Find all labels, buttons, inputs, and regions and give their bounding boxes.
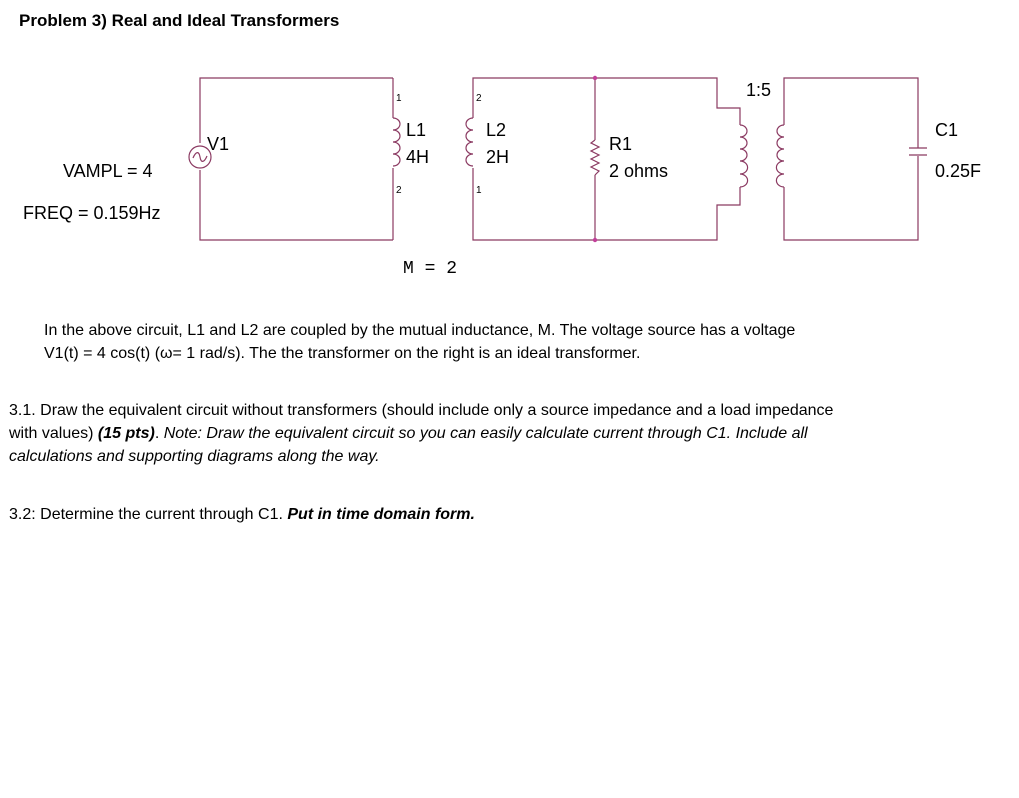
transformer-ratio: 1:5 [746,80,772,100]
voltage-source-v1 [23,134,229,223]
q31-period: . [154,425,164,442]
source-name: V1 [207,134,230,154]
c1-value: 0.25F [935,161,982,181]
c1-name: C1 [935,120,959,140]
l1-pin-top: 1 [396,93,402,104]
q31-line-2-start: with values) [9,425,98,442]
source-frequency: FREQ = 0.159Hz [23,203,161,223]
inductor-l1 [393,93,429,196]
r1-value: 2 ohms [609,161,669,181]
l1-value: 4H [406,147,430,167]
question-3-2 [9,503,1009,526]
q31-note: Note: Draw the equivalent circuit so you can easily calculate current through C1. Include all [163,425,808,442]
source-amplitude: VAMPL = 4 [63,161,153,181]
mutual-inductance: M = 2 [403,259,458,279]
l2-pin-top: 2 [476,93,482,104]
l2-pin-bottom: 1 [476,185,482,196]
q32-emphasis: Put in time domain form. [287,506,475,523]
q31-line-2 [9,422,1009,445]
resistor-r1 [591,134,668,181]
r1-name: R1 [609,134,633,154]
q31-line-3: calculations and supporting diagrams along the way. [9,448,380,465]
output-loop [784,78,918,240]
l1-name: L1 [406,120,427,140]
l2-value: 2H [486,147,510,167]
ideal-transformer [740,80,784,187]
problem-description [44,319,984,365]
q31-points: (15 pts) [97,425,155,442]
q31-line-1: 3.1. Draw the equivalent circuit without transformers (should include only a source impedance and a load impedance [9,402,834,419]
l2-name: L2 [486,120,507,140]
primary-loop [200,78,393,240]
page-title: Problem 3) Real and Ideal Transformers [19,11,340,30]
question-3-1 [9,399,1009,468]
q32-line [9,503,1009,526]
q32-text: 3.2: Determine the current through C1. [9,506,288,523]
capacitor-c1 [909,120,981,181]
description-line-1: In the above circuit, L1 and L2 are coupled by the mutual inductance, M. The voltage source has a voltage [44,322,796,339]
circuit-schematic [0,0,1019,300]
l1-pin-bottom: 2 [396,185,402,196]
description-line-2: V1(t) = 4 cos(t) (ω= 1 rad/s). The the transformer on the right is an ideal transformer. [44,345,641,362]
secondary-loop [473,76,740,242]
